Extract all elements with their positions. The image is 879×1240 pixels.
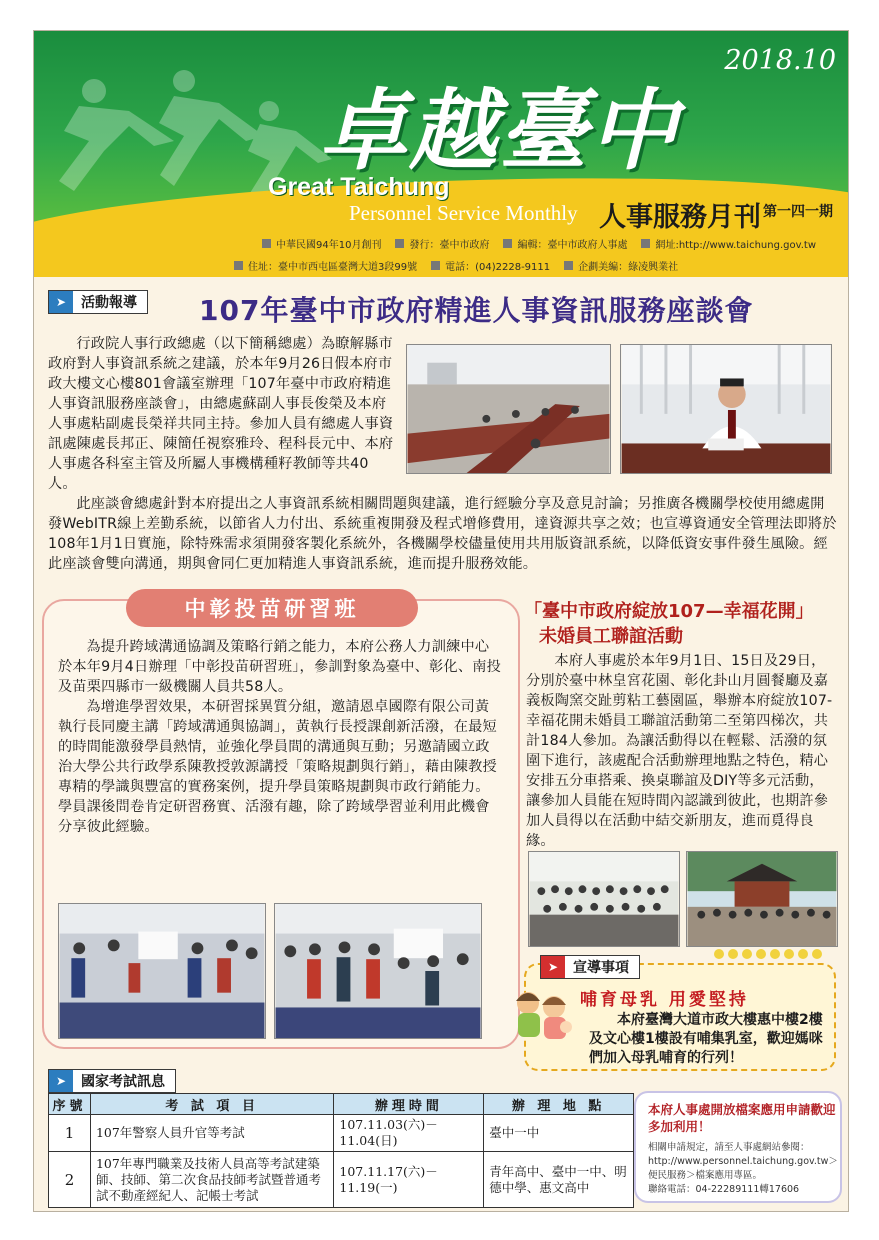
table-row <box>49 1115 634 1152</box>
decorative-dots <box>714 949 822 959</box>
host-speaking-photo <box>620 344 832 474</box>
exam-location: 臺中一中 <box>484 1115 634 1152</box>
exam-item: 107年警察人員升官等考試 <box>90 1115 333 1152</box>
training-paragraph-2: 為增進學習效果，本研習採異質分組，邀請恩卓國際有限公司黃執行長同慶主講「跨域溝通與協調」，黃執行長授課創新活潑，在最短的時間能激發學員熱情，並強化學員間的溝通與互動；另邀請國立政治大學公共行政學系陳教授敦源講授「策略規劃與行銷」，藉由陳教授專精的學識與豐富的實務案例，提升學員策略規劃與市政行銷能力。學員課後問卷肯定研習務實、活潑有趣，除了跨域學習並利用此機會分享彼此經驗。 <box>58 699 497 835</box>
issue-date: 2018.10 <box>724 45 836 76</box>
english-title: Great Taichung <box>268 173 450 201</box>
training-group-photo-1 <box>58 903 266 1039</box>
seminar-paragraph-1: 行政院人事行政總處（以下簡稱總處）為瞭解縣市政府對人事資訊系統之建議，於本年9月26日假本府市政大樓文心樓801會議室辦理「107年臺中市政府精進人事資訊服務座談會」，由總處蘇副人事長俊榮及本府人事處粘副處長榮祥共同主持。參加人員有總處人事資訊處陳處長邦正、陳簡任視察雅玲、程科長元中、本府人事處各科室主管及所屬人事機構種籽教師等共40人。 <box>48 336 394 492</box>
exam-info-label: 國家考試訊息 <box>81 1074 165 1090</box>
publicity-label: 宣導事項 <box>573 960 629 976</box>
exam-info-tag <box>48 1069 176 1093</box>
newsletter-title: 卓越臺中 <box>319 79 680 182</box>
founded-info: 中華民國94年10月創刊 <box>262 236 381 251</box>
column-header-number: 序號 <box>49 1094 91 1115</box>
archive-instructions: 相關申請規定，請至人事處網站參閱：http://www.personnel.taichung.gov.tw＞便民服務＞檔案應用專區。 <box>648 1142 838 1181</box>
archive-body <box>648 1141 840 1197</box>
mixer-group-photo-1 <box>528 851 680 947</box>
training-paragraph-1: 為提升跨域溝通協調及策略行銷之能力，本府公務人力訓練中心於本年9月4日辦理「中彰投苗研習班」，參訓對象為臺中、彰化、南投及苗栗四縣市一級機關人員共58人。 <box>58 639 501 695</box>
table-row <box>49 1152 634 1208</box>
column-header-exam: 考 試 項 目 <box>90 1094 333 1115</box>
archive-phone: 聯絡電話：04-22289111轉17606 <box>648 1184 800 1195</box>
info-line-2 <box>234 258 678 273</box>
mixer-headline-line-1: 「臺中市政府綻放107—幸福花開」 <box>524 601 814 622</box>
editor-info: 編輯：臺中市政府人事處 <box>503 236 627 251</box>
exam-item: 107年專門職業及技術人員高等考試建築師、技師、第二次食品技師考試暨普通考試不動產經紀人、記帳士考試 <box>90 1152 333 1208</box>
newsletter-page <box>33 30 849 1212</box>
activity-report-label: 活動報導 <box>81 295 137 311</box>
archive-title: 本府人事處開放檔案應用申請歡迎多加利用！ <box>648 1102 836 1134</box>
column-header-location: 辦 理 地 點 <box>484 1094 634 1115</box>
meeting-room-photo <box>406 344 611 474</box>
megaphone-icon: ➤ <box>541 956 565 978</box>
mixer-headline-line-2: 未婚員工聯誼活動 <box>539 626 683 647</box>
exam-time: 107.11.03(六)－11.04(日) <box>334 1115 484 1152</box>
table-header-row <box>49 1094 634 1115</box>
mixer-group-photo-2 <box>686 851 838 947</box>
issue-number: 第一四一期 <box>763 204 833 220</box>
seminar-paragraph-2: 此座談會總處針對本府提出之人事資訊系統相關問題與建議，進行經驗分享及意見討論；另推廣各機關學校使用總處開發WebITR線上差勤系統，以節省人力付出、系統重複開發及程式增修費用，達資源共享之效；也宣導資通安全管理法即將於108年1月1日實施，除特殊需求須開發客製化系統外，各機關學校儘量使用共用版資訊系統，以降低資安事件發生風險。經此座談會雙向溝通，期與會同仁更加精進人事資訊系統，進而提升服務效能。 <box>48 496 837 572</box>
exam-number: 2 <box>49 1152 91 1208</box>
monthly-subtitle: 人事服務月刊 <box>599 202 761 231</box>
website-info[interactable]: 網址:http://www.taichung.gov.tw <box>641 236 816 251</box>
breastfeeding-text: 本府臺灣大道市政大樓惠中樓2樓及文心樓1樓設有哺集乳室，歡迎媽咪們加入母乳哺育的行列！ <box>589 1012 823 1066</box>
designer-info: 企劃美編：綠凌興業社 <box>564 258 678 273</box>
training-class-title: 中彰投苗研習班 <box>126 589 418 627</box>
publisher-info: 發行：臺中市政府 <box>395 236 489 251</box>
breastfeeding-headline: 哺育母乳 用愛堅持 <box>580 990 749 1010</box>
exam-time: 107.11.17(六)－11.19(一) <box>334 1152 484 1208</box>
address-info: 住址：臺中市西屯區臺灣大道3段99號 <box>234 258 417 273</box>
training-group-photo-2 <box>274 903 482 1039</box>
megaphone-icon: ➤ <box>49 1070 73 1092</box>
publication-info-band <box>34 231 849 277</box>
info-line-1 <box>262 236 816 251</box>
mixer-paragraph: 本府人事處於本年9月1日、15日及29日，分別於臺中林皇宮花園、彰化卦山月圓餐廳及嘉義板陶窯交趾剪粘工藝園區，舉辦本府綻放107-幸福花開未婚員工聯誼活動第二至第四梯次，共計184人參加。為讓活動得以在輕鬆、活潑的氛圍下進行，該處配合活動辦理地點之特色，精心安排五分車搭乘、換桌聯誼及DIY等多元活動，讓參加人員能在短時間內認識到彼此，也期許參加人員得以在活動中結交新朋友，進而覓得良緣。 <box>526 653 833 849</box>
exam-location: 青年高中、臺中一中、明德中學、惠文高中 <box>484 1152 634 1208</box>
masthead <box>34 31 849 231</box>
english-subtitle: Personnel Service Monthly <box>349 201 578 225</box>
megaphone-icon: ➤ <box>49 291 73 313</box>
column-header-time: 辦理時間 <box>334 1094 484 1115</box>
phone-info: 電話：(04)2228-9111 <box>431 258 550 273</box>
seminar-headline: 107年臺中市政府精進人事資訊服務座談會 <box>199 294 754 327</box>
activity-report-tag <box>48 290 148 314</box>
training-class-body <box>58 637 502 837</box>
publicity-tag <box>540 955 640 979</box>
family-illustration <box>510 983 580 1043</box>
exam-number: 1 <box>49 1115 91 1152</box>
exam-schedule-table <box>48 1093 634 1208</box>
